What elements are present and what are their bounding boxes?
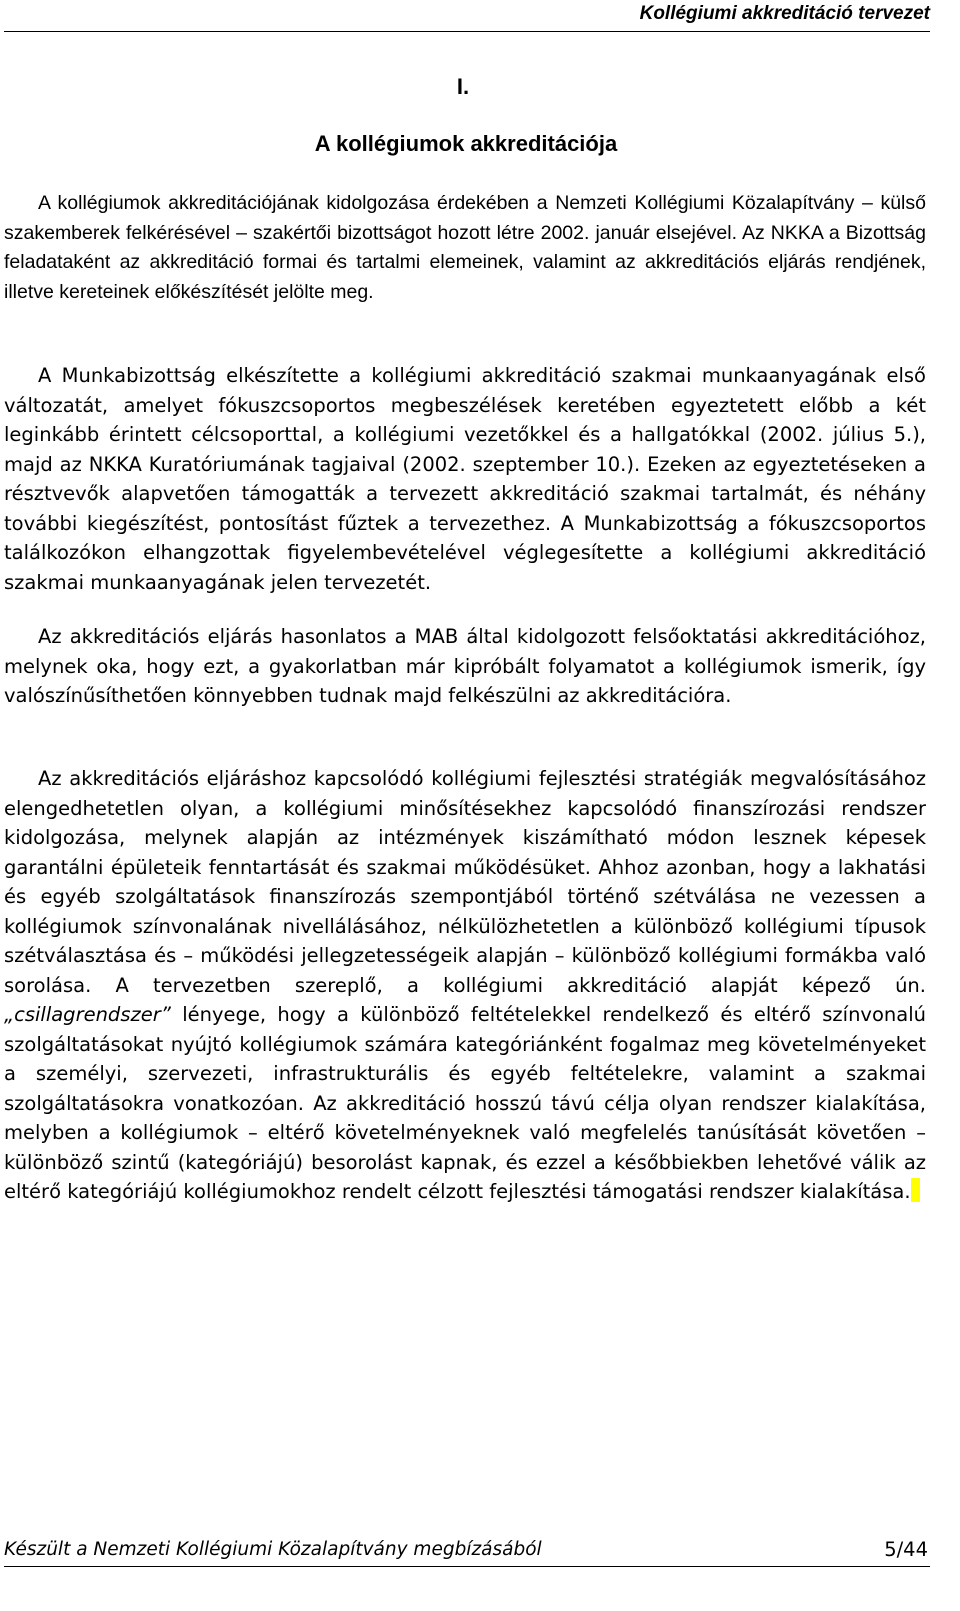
header-divider <box>4 31 930 32</box>
paragraph-3-text: Az akkreditációs eljárás hasonlatos a MAB által kidolgozott felsőoktatási akkreditációhoz, melynek oka, hogy ezt, a gyakorlatban már kipróbált folyamatot a kollégiumok ismerik, így valószínűsíthetően könnyebben tudnak majd felkészülni az akkreditációra. <box>4 625 926 707</box>
paragraph-1 <box>4 189 926 307</box>
paragraph-1-text: A kollégiumok akkreditációjának kidolgozása érdekében a Nemzeti Kollégiumi Közalapítvány – külső szakemberek felkérésével – szakértői bizottságot hozott létre 2002. január elsejével. Az NKKA a Bizottság feladataként az akkreditáció formai és tartalmi elemeinek, valamint az akkreditációs eljárás rendjének, illetve kereteinek előkészítését jelölte meg. <box>4 192 926 303</box>
paragraph-4-text-end: lényege, hogy a különböző feltételekkel rendelkező és eltérő színvonalú szolgáltatásokat nyújtó kollégiumok számára kategóriánként fogalmaz meg követelményeket a személyi, szervezeti, infrastrukturális és egyéb feltételekre, valamint a szakmai szolgáltatásokra vonatkozóan. Az akkreditáció hosszú távú célja olyan rendszer kialakítása, melyben a kollégiumok – eltérő követelményeknek való megfelelés tanúsítását követően – különböző szintű (kategóriájú) besorolást kapnak, és ezzel a későbbiekben lehetővé válik az eltérő kategóriájú kollégiumokhoz rendelt célzott fejlesztési támogatási rendszer kialakítása. <box>4 1003 926 1203</box>
footer-divider <box>4 1566 930 1567</box>
paragraph-2-text: A Munkabizottság elkészítette a kollégiumi akkreditáció szakmai munkaanyagának első változatát, amelyet fókuszcsoportos megbeszélések keretében egyeztetett előbb a két leginkább érintett célcsoporttal, a kollégiumi vezetőkkel és a hallgatókkal (2002. július 5.), majd az NKKA Kuratóriumának tagjaival (2002. szeptember 10.). Ezeken az egyeztetéseken a résztvevők alapvetően támogatták a tervezett akkreditáció szakmai tartalmát, és néhány további kiegészítést, pontosítást fűztek a tervezethez. A Munkabizottság a fókuszcsoportos találkozókon elhangzottak figyelembevételével véglegesítette a kollégiumi akkreditáció szakmai munkaanyagának jelen tervezetét. <box>4 364 926 594</box>
paragraph-4-text-start: Az akkreditációs eljáráshoz kapcsolódó kollégiumi fejlesztési stratégiák megvalósításához elengedhetetlen olyan, a kollégiumi minősítésekhez kapcsolódó finanszírozási rendszer kidolgozása, melynek alapján az intézmények kiszámítható módon lesznek képesek garantálni épületeik fenntartását és szakmai működésüket. Ahhoz azonban, hogy a lakhatási és egyéb szolgáltatások finanszírozás szempontjából történő szétválása ne vezessen a kollégiumok színvonalának nivellálásához, nélkülözhetetlen a különböző kollégiumi típusok szétválasztása és – működési jellegzetességeik alapján – különböző kollégiumi formákba való sorolása. A tervezetben szereplő, a kollégiumi akkreditáció alapját képező ún. <box>4 767 926 997</box>
chapter-title: A kollégiumok akkreditációja <box>314 131 618 156</box>
page-number: 5/44 <box>884 1538 928 1561</box>
star-system-term: „csillagrendszer” <box>4 1003 171 1026</box>
text-cursor-highlight[interactable] <box>911 1178 920 1202</box>
paragraph-4 <box>4 764 926 1207</box>
running-header-title: Kollégiumi akkreditáció tervezet <box>639 3 930 24</box>
footer-commission-note: Készült a Nemzeti Kollégiumi Közalapítvány megbízásából <box>4 1539 542 1560</box>
paragraph-3 <box>4 622 926 711</box>
paragraph-2 <box>4 361 926 597</box>
chapter-number: I. <box>456 74 470 99</box>
